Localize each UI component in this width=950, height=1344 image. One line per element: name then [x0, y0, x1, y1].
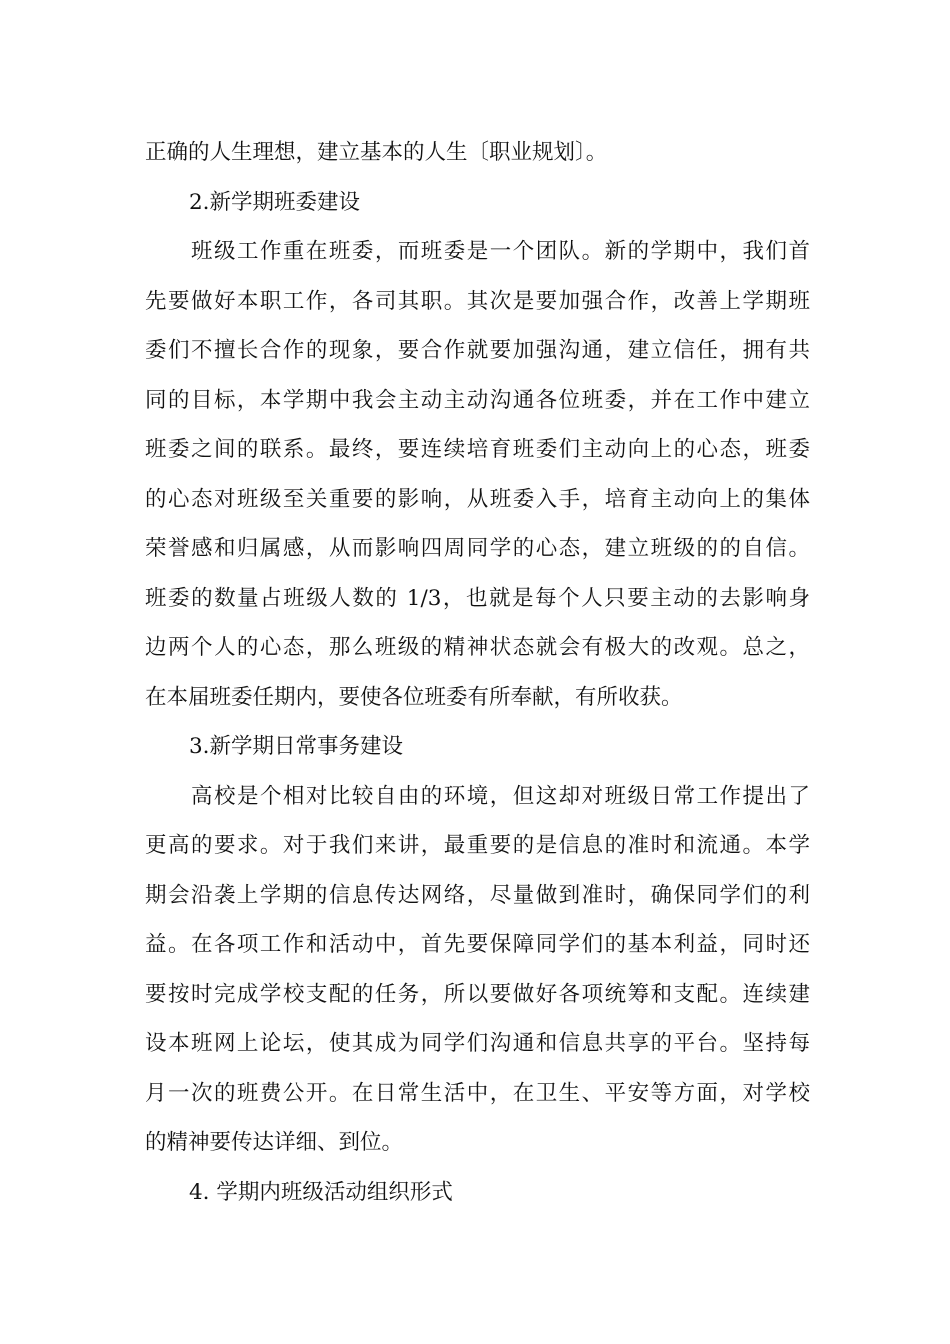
paragraph-line: 班委的数量占班级人数的 1/3，也就是每个人只要主动的去影响身: [145, 585, 810, 611]
paragraph-line: 要按时完成学校支配的任务，所以要做好各项统筹和支配。连续建: [145, 981, 810, 1007]
paragraph-first-line: 高校是个相对比较自由的环境，但这却对班级日常工作提出了: [191, 783, 810, 809]
paragraph-line: 先要做好本职工作，各司其职。其次是要加强合作，改善上学期班: [145, 288, 810, 314]
paragraph-line: 正确的人生理想，建立基本的人生〔职业规划〕。: [145, 140, 608, 165]
paragraph-line: 的心态对班级至关重要的影响，从班委入手，培育主动向上的集体: [145, 486, 810, 512]
paragraph-line: 更高的要求。对于我们来讲，最重要的是信息的准时和流通。本学: [145, 833, 810, 858]
paragraph-line: 荣誉感和归属感，从而影响四周同学的心态，建立班级的的自信。: [145, 536, 810, 561]
document-body: [145, 128, 810, 1217]
paragraph-line: 班委之间的联系。最终，要连续培育班委们主动向上的心态，班委: [145, 437, 810, 462]
paragraph-line: 月一次的班费公开。在日常生活中，在卫生、平安等方面，对学校: [145, 1080, 810, 1106]
section-heading: 3.新学期日常事务建设: [189, 734, 404, 759]
paragraph-line: 期会沿袭上学期的信息传达网络，尽量做到准时，确保同学们的利: [145, 882, 810, 908]
paragraph-line: 设本班网上论坛，使其成为同学们沟通和信息共享的平台。坚持每: [145, 1031, 810, 1056]
section-heading: 4. 学期内班级活动组织形式: [189, 1179, 453, 1205]
paragraph-line: 边两个人的心态，那么班级的精神状态就会有极大的改观。总之，: [145, 635, 810, 660]
paragraph-line: 同的目标，本学期中我会主动主动沟通各位班委，并在工作中建立: [145, 387, 810, 413]
paragraph-last-line: 在本届班委任期内，要使各位班委有所奉献，有所收获。: [145, 684, 683, 710]
paragraph-line: 委们不擅长合作的现象，要合作就要加强沟通，建立信任，拥有共: [145, 338, 810, 363]
paragraph-first-line: 班级工作重在班委，而班委是一个团队。新的学期中，我们首: [191, 239, 810, 264]
paragraph-line: 益。在各项工作和活动中，首先要保障同学们的基本利益，同时还: [145, 932, 810, 957]
paragraph-last-line: 的精神要传达详细、到位。: [145, 1130, 404, 1155]
section-heading: 2.新学期班委建设: [189, 189, 361, 215]
